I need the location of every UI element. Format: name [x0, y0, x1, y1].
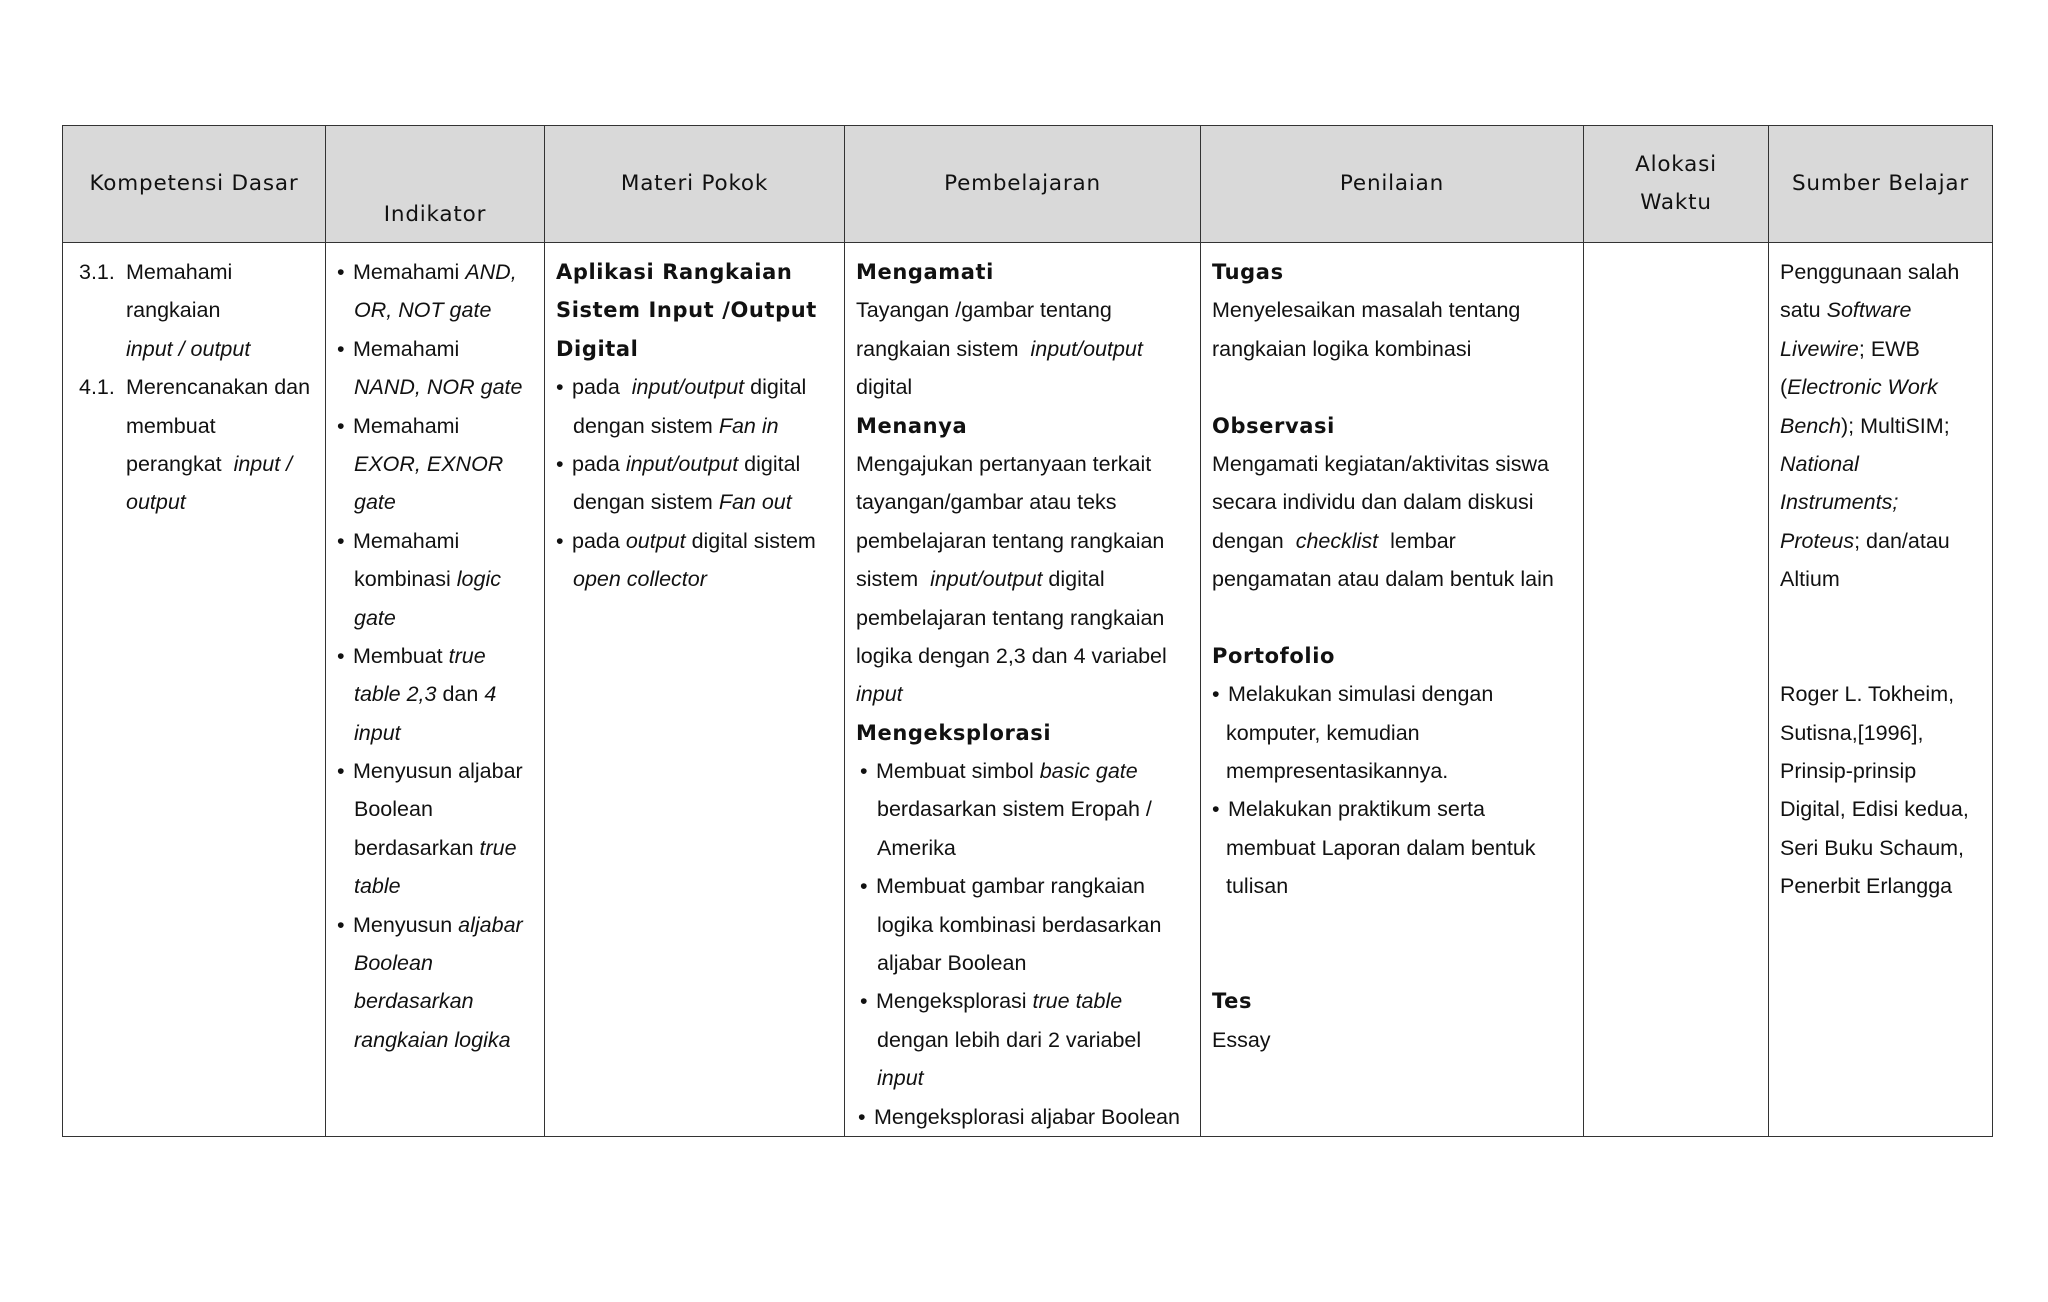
- section-heading: Tugas: [1212, 260, 1284, 284]
- bullet-icon: •: [337, 912, 345, 937]
- cell-penilaian: [1201, 243, 1584, 1137]
- section-heading: Portofolio: [1212, 643, 1336, 668]
- bullet-icon: •: [337, 528, 345, 553]
- kd-text: input / output: [126, 336, 251, 361]
- indikator-item: • Memahami kombinasi logic gate: [337, 522, 544, 637]
- materi-item: • pada input/output digital dengan sistem Fan out: [556, 445, 844, 522]
- kd-item: [79, 253, 325, 368]
- mengeksplorasi-section: [856, 714, 1200, 1136]
- materi-title: Aplikasi Rangkaian Sistem Input /Output Digital: [556, 260, 817, 361]
- header-alokasi-waktu: [1584, 126, 1769, 243]
- indikator-item: • Menyusun aljabar Boolean berdasarkan rangkaian logika: [337, 906, 544, 1060]
- header-kompetensi-dasar: Kompetensi Dasar: [63, 126, 326, 243]
- cell-alokasi-waktu: [1584, 243, 1769, 1137]
- header-penilaian: Penilaian: [1201, 126, 1584, 243]
- header-pembelajaran: Pembelajaran: [845, 126, 1201, 243]
- portofolio-section: [1212, 637, 1583, 906]
- bullet-icon: •: [860, 759, 868, 784]
- section-heading: Observasi: [1212, 413, 1335, 438]
- content-row: [63, 243, 1993, 1137]
- kd-number: 4.1.: [79, 375, 115, 400]
- header-sumber-belajar: Sumber Belajar: [1769, 126, 1993, 243]
- kd-text: membuat: [126, 413, 216, 438]
- tes-section: Tes Essay: [1212, 982, 1583, 1059]
- tugas-section: Tugas Menyelesaikan masalah tentang rangkaian logika kombinasi: [1212, 253, 1583, 368]
- eksplorasi-item: • Mengeksplorasi true table dengan lebih dari 2 variabel input: [856, 982, 1200, 1097]
- observasi-section: Observasi Mengamati kegiatan/aktivitas siswa secara individu dan dalam diskusi dengan checklist lembar pengamatan atau dalam bentuk lain: [1212, 407, 1583, 599]
- header-alokasi-line1: Alokasi: [1635, 152, 1717, 177]
- section-heading: Menanya: [856, 413, 968, 438]
- indikator-item: • Memahami EXOR, EXNOR gate: [337, 407, 544, 522]
- section-heading: Mengamati: [856, 260, 994, 284]
- header-materi-pokok: Materi Pokok: [545, 126, 845, 243]
- bullet-icon: •: [860, 874, 868, 899]
- materi-item: • pada input/output digital dengan sistem Fan in: [556, 368, 844, 445]
- bullet-icon: •: [337, 759, 345, 784]
- eksplorasi-item: • Membuat gambar rangkaian logika kombinasi berdasarkan aljabar Boolean: [856, 867, 1200, 982]
- indikator-item: • Memahami NAND, NOR gate: [337, 330, 544, 407]
- bullet-icon: •: [337, 413, 345, 438]
- cell-kompetensi-dasar: [63, 243, 326, 1137]
- bullet-icon: •: [556, 528, 564, 553]
- indikator-item: • Menyusun aljabar Boolean berdasarkan true table: [337, 752, 544, 906]
- eksplorasi-item: • Membuat simbol basic gate berdasarkan sistem Eropah / Amerika: [856, 752, 1200, 867]
- menanya-section: Menanya Mengajukan pertanyaan terkait tayangan/gambar atau teks pembelajaran tentang rangkaian sistem input/output digital pembelajaran tentang rangkaian logika dengan 2,3 dan 4 variabel input: [856, 407, 1200, 714]
- sumber-group-buku: Roger L. Tokheim, Sutisna,[1996], Prinsip-prinsip Digital, Edisi kedua, Seri Buku Schaum, Penerbit Erlangga: [1780, 682, 1969, 899]
- bullet-icon: •: [556, 451, 564, 476]
- kd-text: rangkaian: [126, 298, 221, 323]
- bullet-icon: •: [556, 375, 564, 400]
- kd-text: output: [126, 490, 186, 515]
- kd-number: 3.1.: [79, 260, 115, 284]
- kd-text: Memahami: [126, 260, 233, 284]
- header-alokasi-line2: Waktu: [1640, 190, 1712, 215]
- header-indikator: Indikator: [326, 126, 545, 243]
- cell-indikator: [326, 243, 545, 1137]
- bullet-icon: •: [337, 260, 345, 284]
- section-heading: Mengeksplorasi: [856, 720, 1052, 745]
- bullet-icon: •: [860, 989, 868, 1014]
- bullet-icon: •: [858, 1104, 866, 1129]
- section-heading: Tes: [1212, 989, 1253, 1014]
- bullet-icon: •: [1212, 797, 1220, 822]
- portofolio-item: • Melakukan simulasi dengan komputer, kemudian mempresentasikannya.: [1212, 675, 1583, 790]
- mengamati-section: Mengamati Tayangan /gambar tentang rangkaian sistem input/output digital: [856, 253, 1200, 407]
- cell-sumber-belajar: [1769, 243, 1993, 1137]
- cell-materi-pokok: [545, 243, 845, 1137]
- indikator-item: • Memahami AND, OR, NOT gate: [337, 253, 544, 330]
- portofolio-item: • Melakukan praktikum serta membuat Laporan dalam bentuk tulisan: [1212, 790, 1583, 905]
- bullet-icon: •: [337, 643, 345, 668]
- header-row: [63, 126, 1993, 243]
- bullet-icon: •: [337, 336, 345, 361]
- indikator-item: • Membuat true table 2,3 dan 4 input: [337, 637, 544, 752]
- kd-item: 4.1. Merencanakan dan membuat perangkat input / output: [79, 368, 325, 522]
- materi-item: • pada output digital sistem open collector: [556, 522, 844, 599]
- bullet-icon: •: [1212, 682, 1220, 707]
- eksplorasi-item: • Mengeksplorasi aljabar Boolean: [856, 1098, 1200, 1136]
- silabus-table: [62, 125, 1993, 1137]
- cell-pembelajaran: [845, 243, 1201, 1137]
- kd-text: Merencanakan dan: [126, 375, 311, 400]
- sumber-group-software: Penggunaan salah satu Software Livewire; EWB (Electronic Work Bench); MultiSIM; National Instruments; Proteus; dan/atau Altium: [1780, 260, 1960, 592]
